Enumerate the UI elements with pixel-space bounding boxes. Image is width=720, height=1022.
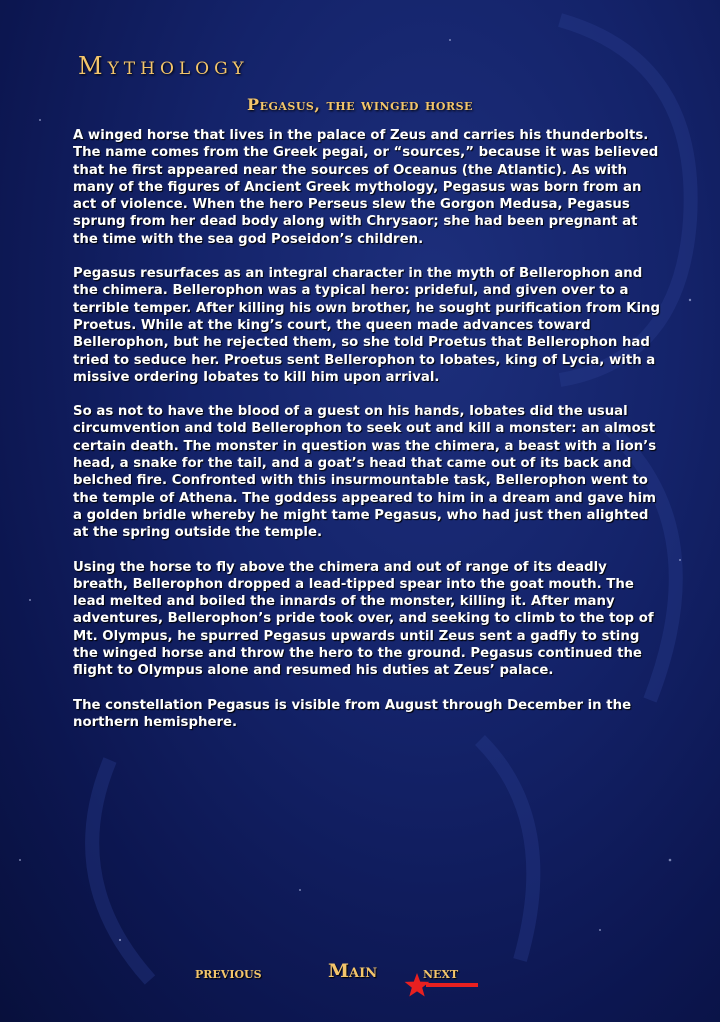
paragraph: So as not to have the blood of a guest on his hands, Iobates did the usual circumvention and told Bellerophon to seek out and kill a monster: an almost certain death. The monster in question was the chimera, a beast with a lion’s head, a snake for the tail, and a goat’s head that came out of its back and belched fire. Confronted with this insurmountable task, Bellerophon went to the temple of Athena. The goddess appeared to him in a dream and gave him a golden bridle whereby he might tame Pegasus, who had just then alighted at the spring outside the temple. [73, 404, 657, 541]
article-body [73, 127, 663, 748]
next-link[interactable]: next [423, 963, 459, 982]
page-title: Mythology [78, 52, 249, 80]
page-navigation [0, 960, 720, 1000]
paragraph: Pegasus resurfaces as an integral character in the myth of Bellerophon and the chimera. Bellerophon was a typical hero: prideful, and given over to a terrible temper. After killing his own brother, he sought purification from King Proetus. While at the king’s court, the queen made advances toward Bellerophon, but he rejected them, so she told Proetus that Bellerophon had tried to seduce her. Proetus sent Bellerophon to Iobates, king of Lycia, with a missive ordering Iobates to kill him upon arrival. [73, 266, 660, 385]
article-subtitle: Pegasus, the winged horse [247, 95, 473, 114]
current-page-underline [426, 983, 478, 987]
paragraph: Using the horse to fly above the chimera and out of range of its deadly breath, Bellerophon dropped a lead-tipped spear into the goat mouth. The lead melted and boiled the innards of the monster, killing it. After many adventures, Bellerophon’s pride took over, and seeking to climb to the top of Mt. Olympus, he spurred Pegasus upwards until Zeus sent a gadfly to sting the winged horse and throw the hero to the ground. Pegasus continued the flight to Olympus alone and resumed his duties at Zeus’ palace. [73, 559, 654, 679]
previous-link[interactable]: previous [195, 963, 262, 982]
paragraph: A winged horse that lives in the palace of Zeus and carries his thunderbolts. The name comes from the Greek pegai, or “sources,” because it was believed that he first appeared near the sources of Oceanus (the Atlantic). As with many of the figures of Ancient Greek mythology, Pegasus was born from an act of violence. When the hero Perseus slew the Gorgon Medusa, Pegasus sprung from her dead body along with Chrysaor; she had been pregnant at the time with the sea god Poseidon’s children. [73, 128, 659, 247]
main-link[interactable]: Main [328, 960, 378, 982]
paragraph: The constellation Pegasus is visible from August through December in the northern hemisphere. [73, 697, 632, 730]
